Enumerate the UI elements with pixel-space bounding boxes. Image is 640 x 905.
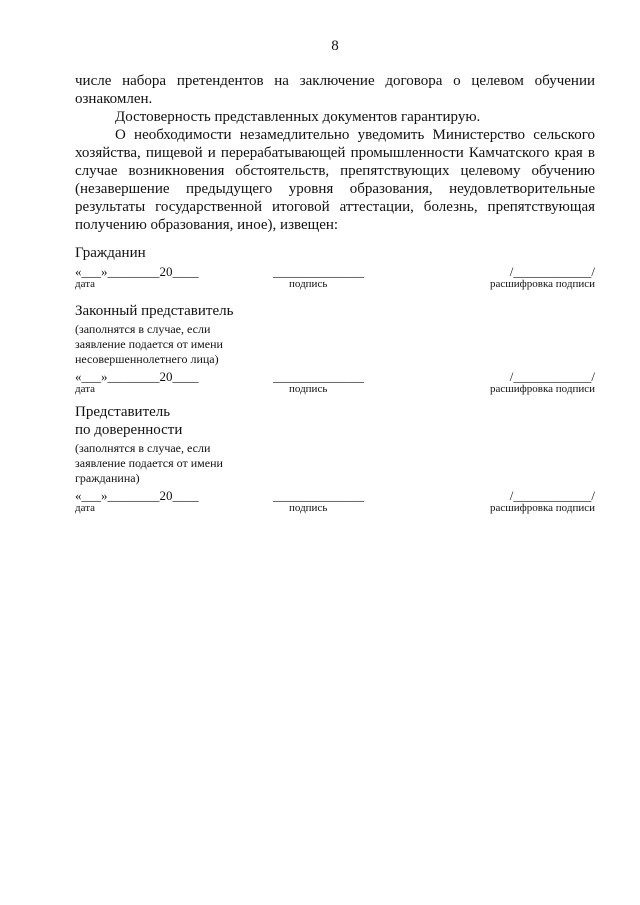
signature-block-legal-representative [75, 302, 595, 396]
signature-field: ______________ [273, 264, 364, 279]
signature-decode-field: /____________/ [509, 264, 595, 279]
date-caption: дата [75, 383, 96, 395]
field-captions [75, 502, 595, 515]
paragraph-authenticity: Достоверность представленных документов гарантирую. [115, 109, 481, 125]
role-title [75, 403, 595, 439]
signature-decode-caption: расшифровка подписи [490, 278, 595, 290]
note-line: несовершеннолетнего лица) [75, 352, 219, 366]
date-field: «___»________20____ [75, 488, 199, 503]
note-line: (заполнятся в случае, если [75, 441, 211, 455]
signature-block-proxy-representative [75, 403, 595, 515]
signature-decode-field: /____________/ [509, 488, 595, 503]
signature-decode-caption: расшифровка подписи [490, 383, 595, 395]
signature-caption: подпись [289, 502, 328, 514]
signature-fields [75, 369, 595, 383]
paragraph-notification: О необходимости незамедлительно уведомить Министерство сельского хозяйства, пищевой и перерабатывающей промышленности Камчатского края в случае возникновения обстоятельств, препятствующих целевому обучению (незавершение предыдущего уровня образования, неудовлетворительные результаты государственной итоговой аттестации, болезнь, препятствующая получению образования, иное), извещен: [75, 127, 595, 233]
paragraph-continuation: числе набора претендентов на заключение договора о целевом обучении ознакомлен. [75, 73, 595, 107]
signature-field: ______________ [273, 369, 364, 384]
role-title-line: Представитель [75, 404, 171, 420]
role-title: Законный представитель [75, 303, 234, 319]
signature-decode-caption: расшифровка подписи [490, 502, 595, 514]
signature-caption: подпись [289, 383, 328, 395]
field-captions [75, 383, 595, 396]
date-caption: дата [75, 502, 96, 514]
role-title-line: по доверенности [75, 422, 183, 438]
signature-block-citizen [75, 244, 595, 291]
signature-decode-field: /____________/ [509, 369, 595, 384]
note-line: (заполнятся в случае, если [75, 322, 211, 336]
note-line: гражданина) [75, 471, 140, 485]
body-text [75, 72, 595, 234]
field-captions [75, 278, 595, 291]
date-field: «___»________20____ [75, 369, 199, 384]
role-note [75, 441, 595, 486]
date-caption: дата [75, 278, 96, 290]
signature-caption: подпись [289, 278, 328, 290]
date-field: «___»________20____ [75, 264, 199, 279]
signature-fields [75, 488, 595, 502]
note-line: заявление подается от имени [75, 456, 223, 470]
signature-field: ______________ [273, 488, 364, 503]
role-title: Гражданин [75, 245, 146, 261]
note-line: заявление подается от имени [75, 337, 223, 351]
page-number: 8 [331, 38, 339, 54]
signature-fields [75, 264, 595, 278]
role-note [75, 322, 595, 367]
